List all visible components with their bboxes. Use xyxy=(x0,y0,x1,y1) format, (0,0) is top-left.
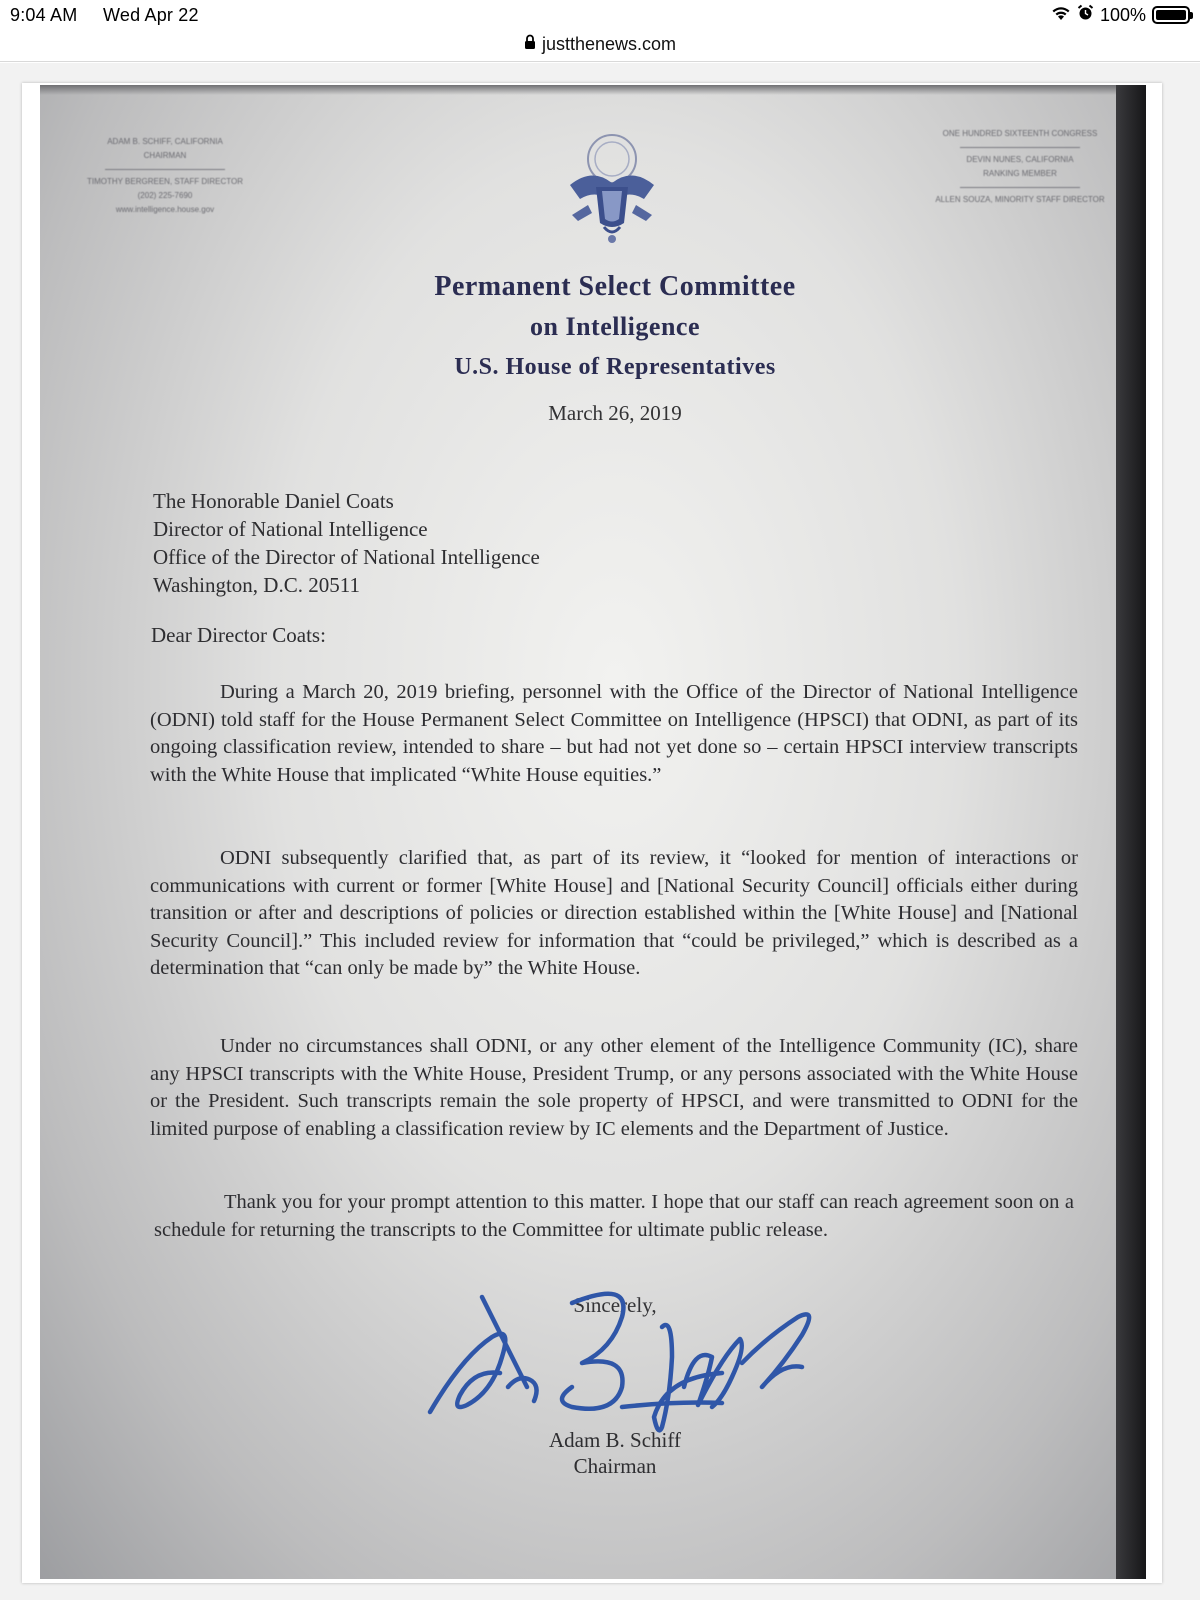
masthead-right-rule xyxy=(960,147,1080,148)
signer-name: Adam B. Schiff xyxy=(548,1428,682,1452)
battery-icon xyxy=(1152,6,1190,24)
body-paragraph: ODNI subsequently clarified that, as part of its review, it “looked for mention of interactions or communications with current or former [White House] and [National Security Council] officials either during transition or after and descriptions of policies or direction established within the [White House] and [National Security Council].” This included review for information that “could be privileged,” which is described as a determination that “can only be made by” the White House. xyxy=(150,847,1078,979)
masthead-left-rule xyxy=(105,169,225,170)
body-paragraph: Under no circumstances shall ODNI, or any other element of the Intelligence Community (IC), share any HPSCI transcripts with the White House, President Trump, or any persons associated with the White House or the President. Such transcripts remain the sole property of HPSCI, and were transmitted to ODNI for the limited purpose of enabling a classification review by IC elements and the Department of Justice. xyxy=(150,1035,1078,1140)
status-time: 9:04 AM xyxy=(10,5,78,25)
alarm-icon xyxy=(1077,4,1094,26)
body-paragraph: During a March 20, 2019 briefing, personnel with the Office of the Director of National Intelligence (ODNI) told staff for the House Permanent Select Committee on Intelligence (HPSCI) that ODNI, as part of its ongoing classification review, intended to share – but had not yet done so – certain HPSCI interview transcripts with the White House that implicated “White House equities.” xyxy=(150,681,1078,786)
masthead-left-name: ADAM B. SCHIFF, CALIFORNIA xyxy=(107,137,223,146)
signer-block xyxy=(480,1427,750,1479)
masthead-left xyxy=(70,135,260,217)
battery-level-fill xyxy=(1156,10,1186,20)
masthead-right-role: RANKING MEMBER xyxy=(983,169,1057,178)
status-date: Wed Apr 22 xyxy=(103,5,199,25)
masthead-right-staff: ALLEN SOUZA, MINORITY STAFF DIRECTOR xyxy=(935,195,1105,204)
url-text[interactable]: justthenews.com xyxy=(541,34,677,54)
photo-frame xyxy=(22,83,1162,1583)
masthead-left-web: www.intelligence.house.gov xyxy=(115,205,215,214)
photo-dark-edge xyxy=(1116,85,1146,1579)
closing: Sincerely, xyxy=(573,1293,657,1317)
addressee-line: Office of the Director of National Intelligence xyxy=(153,545,540,569)
masthead-left-staff: TIMOTHY BERGREEN, STAFF DIRECTOR xyxy=(86,177,243,186)
committee-line-1: Permanent Select Committee xyxy=(434,271,796,302)
body-paragraph: Thank you for your prompt attention to this matter. I hope that our staff can reach agreement soon on a schedule for returning the transcripts to the Committee for ultimate public release. xyxy=(154,1191,1074,1241)
committee-line-2: on Intelligence xyxy=(530,312,700,341)
masthead-right-name: DEVIN NUNES, CALIFORNIA xyxy=(966,155,1074,164)
letter-date: March 26, 2019 xyxy=(548,401,682,425)
addressee-line: Washington, D.C. 20511 xyxy=(153,573,360,597)
wifi-icon xyxy=(1051,5,1071,26)
masthead-left-role: CHAIRMAN xyxy=(143,151,187,160)
letter-photo xyxy=(40,85,1146,1579)
addressee-block xyxy=(153,487,540,599)
addressee-line: Director of National Intelligence xyxy=(153,517,428,541)
addressee-line: The Honorable Daniel Coats xyxy=(153,489,394,513)
committee-heading xyxy=(320,267,910,387)
photo-top-shadow xyxy=(40,85,1146,95)
masthead-right-congress: ONE HUNDRED SIXTEENTH CONGRESS xyxy=(942,129,1098,138)
image-viewer xyxy=(0,63,1200,1600)
lock-icon xyxy=(524,34,536,55)
masthead-right-rule-2 xyxy=(960,187,1080,188)
committee-line-3: U.S. House of Representatives xyxy=(454,354,776,380)
battery-percentage: 100% xyxy=(1099,4,1146,25)
address-bar[interactable] xyxy=(0,28,1200,62)
handwritten-signature xyxy=(422,1277,822,1437)
house-seal-icon xyxy=(552,127,672,247)
masthead-left-phone: (202) 225-7690 xyxy=(137,191,193,200)
signer-title: Chairman xyxy=(573,1454,657,1478)
salutation: Dear Director Coats: xyxy=(151,623,326,647)
status-bar xyxy=(0,0,1200,30)
masthead-right xyxy=(920,127,1120,207)
status-indicators xyxy=(1051,4,1190,26)
